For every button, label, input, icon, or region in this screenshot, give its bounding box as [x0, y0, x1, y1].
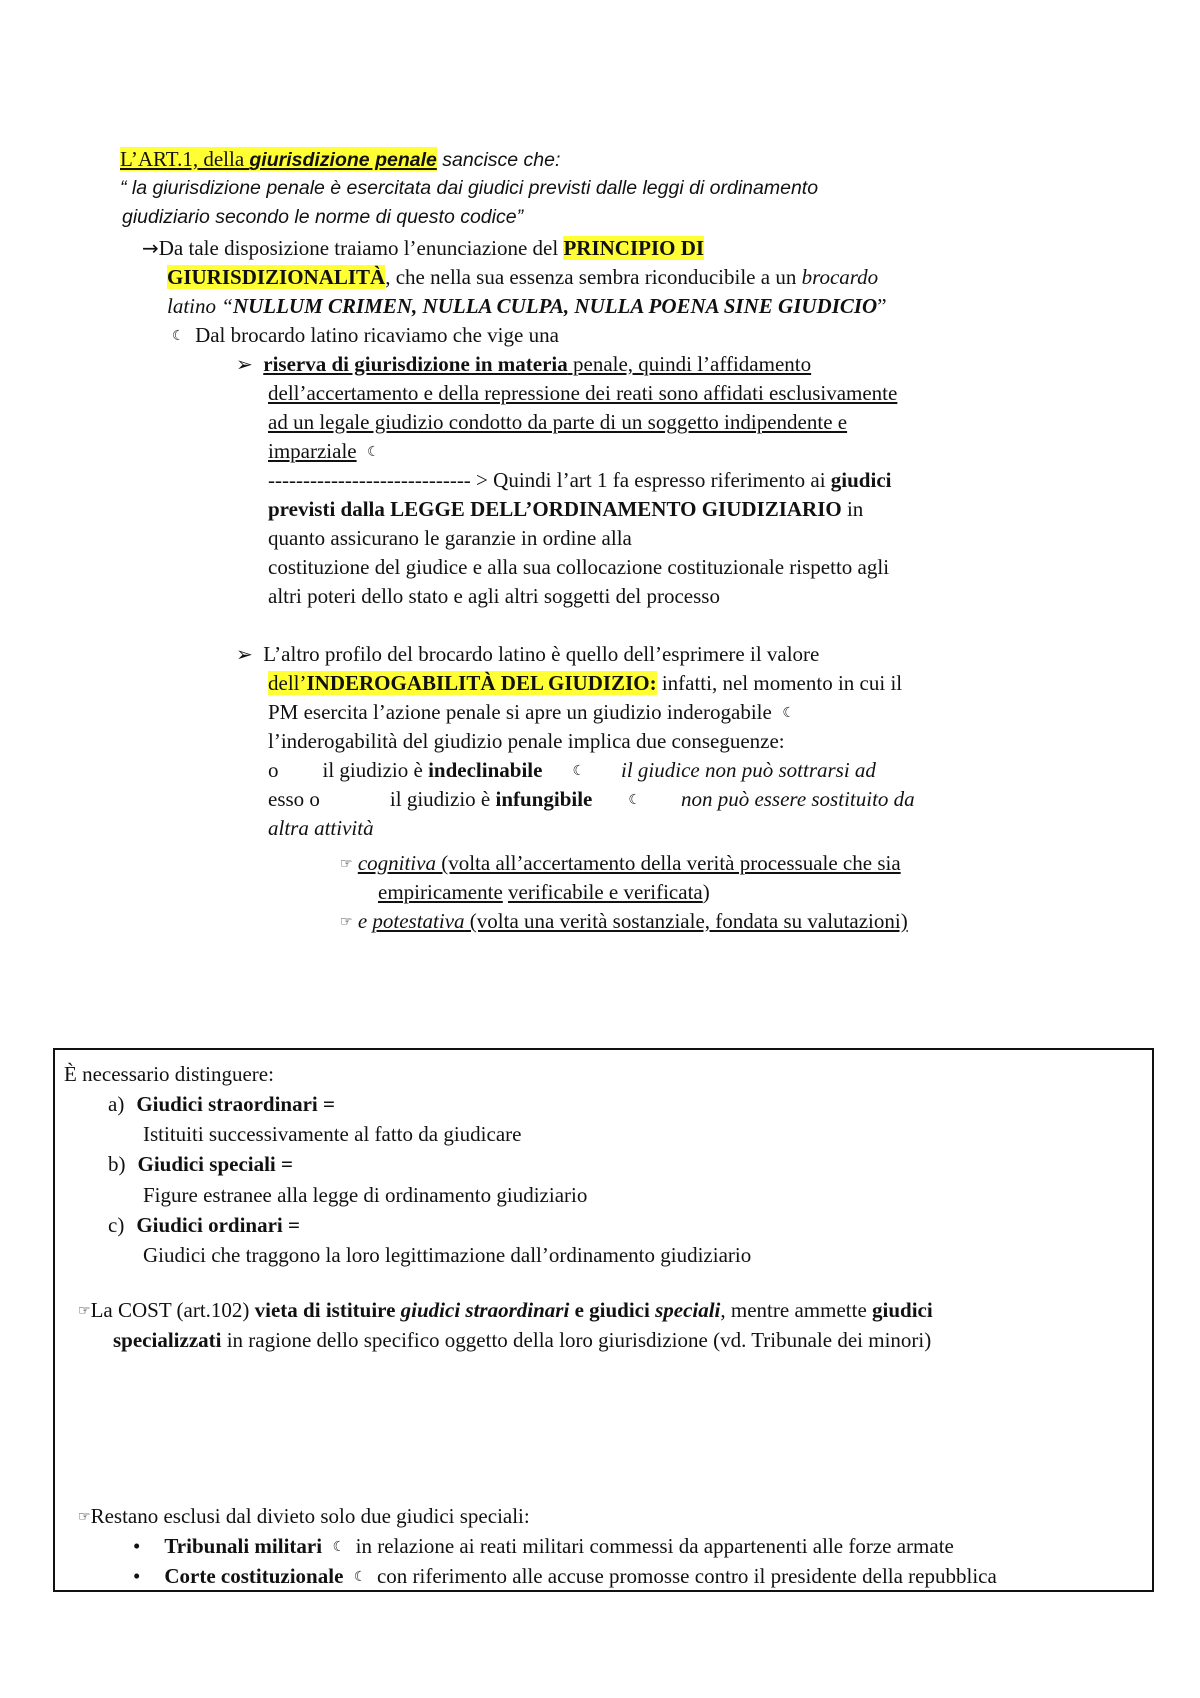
item-marker: a) — [108, 1092, 125, 1116]
cognitiva: cognitiva — [357, 851, 436, 875]
circle-bullet: o — [309, 787, 320, 811]
bullet1-line-4 — [268, 437, 380, 467]
dal-brocardo-text: Dal brocardo latino ricaviamo che vige una — [195, 323, 559, 347]
pointing-hand-icon: ☞ — [340, 914, 353, 930]
bullet2-line-4: l’inderogabilità del giudizio penale implica due conseguenze: — [268, 729, 785, 753]
bullet1-line-5 — [268, 466, 891, 495]
hl-prefix: dell’ — [268, 671, 307, 695]
item-label: Giudici ordinari — [136, 1213, 283, 1237]
bullet1-line-1 — [236, 350, 811, 379]
quote-line-1: “ la giurisdizione penale è esercitata dai giudici previsti dalle leggi di ordinamento — [120, 177, 819, 199]
bullet1-rest: penale, quindi l’affidamento — [567, 352, 812, 376]
principle-line-4 — [172, 321, 559, 351]
sub2-rest: (volta una verità sostanziale, fondata su valutazioni) — [464, 909, 908, 933]
item-label: Giudici speciali — [137, 1152, 276, 1176]
riserva-bold: riserva di giurisdizione in materia — [263, 352, 568, 376]
exception-text: in relazione ai reati militari commessi da appartenenti alle forze armate — [355, 1534, 954, 1558]
pointing-hand-icon: ☞ — [78, 1509, 91, 1525]
bullet1-line-6 — [268, 495, 863, 524]
exception-label: Tribunali militari — [164, 1534, 323, 1558]
cost-end: in ragione dello specifico oggetto della loro giurisdizione (vd. Tribunale dei minori) — [221, 1328, 932, 1352]
item-marker: b) — [108, 1152, 126, 1176]
o1-text: il giudizio è — [322, 758, 429, 782]
hand-bullet-icon: ☾ — [353, 1569, 367, 1585]
hand-bullet-icon: ☾ — [628, 792, 641, 808]
in-word: in — [841, 497, 864, 521]
judge-desc-a: Istituiti successivamente al fatto da giudicare — [143, 1122, 522, 1146]
cost-bold-italic-1: giudici straordinari — [400, 1298, 570, 1322]
restano-line — [78, 1502, 530, 1532]
cost-prefix: La COST (art.102) — [90, 1298, 255, 1322]
article-title — [120, 145, 560, 175]
judge-desc-b: Figure estranee alla legge di ordinamento giudiziario — [143, 1183, 588, 1207]
principle-text: Da tale disposizione traiamo l’enunciazione del — [158, 236, 564, 260]
colon: : — [649, 671, 657, 695]
hand-bullet-icon: ☾ — [172, 328, 185, 344]
o2-italic: non può essere sostituito da — [680, 787, 915, 811]
quindi-text: Quindi l’art 1 fa espresso riferimento ai — [493, 468, 831, 492]
imparziale: imparziale — [268, 439, 357, 463]
sub-bullet-2 — [340, 907, 908, 937]
bullet1-line-7: quanto assicurano le garanzie in ordine alla — [268, 526, 632, 550]
exception-label: Corte costituzionale — [164, 1564, 344, 1588]
cost-mid: , mentre ammette — [720, 1298, 873, 1322]
hand-bullet-icon: ☾ — [332, 1539, 346, 1555]
exception-item-2 — [133, 1562, 997, 1592]
bullet2-line-6 — [268, 785, 915, 815]
cost-bold-2: e giudici — [569, 1298, 656, 1322]
bullet2-line-2 — [268, 669, 902, 698]
inderogabilita-bold: INDEROGABILITÀ DEL GIUDIZIO — [306, 671, 650, 695]
article-title-highlight — [120, 147, 437, 171]
cost-line-2 — [113, 1326, 931, 1355]
item-eq: = — [282, 1213, 300, 1237]
bullet1-line-3: ad un legale giudizio condotto da parte di un soggetto indipendente e — [268, 410, 848, 434]
latin-maxim: NULLUM CRIMEN, NULLA CULPA, NULLA POENA SINE GIUDICIO — [232, 294, 878, 318]
paren-close: ) — [702, 880, 710, 904]
o2-text: il giudizio è — [389, 787, 496, 811]
cost-bold-3: giudici — [872, 1298, 933, 1322]
latino-word: latino “ — [167, 294, 233, 318]
principle-line-3 — [167, 292, 887, 321]
judge-desc-c: Giudici che traggono la loro legittimazione dall’ordinamento giudiziario — [143, 1243, 752, 1267]
empiricamente: empiricamente — [378, 880, 503, 904]
right-arrow-icon: → — [142, 236, 159, 260]
item-marker: c) — [108, 1213, 125, 1237]
judge-item-a — [108, 1090, 335, 1119]
bullet1-line-2: dell’accertamento e della repressione dei reati sono affidati esclusivamente — [268, 381, 898, 405]
pointing-hand-icon: ☞ — [78, 1303, 91, 1319]
bullet2-text: L’altro profilo del brocardo latino è quello dell’esprimere il valore — [263, 642, 820, 666]
maxim-close: ” — [877, 294, 887, 318]
round-bullet: • — [133, 1534, 141, 1558]
sub-bullet-1 — [340, 849, 901, 879]
o1-italic: il giudice non può sottrarsi ad — [621, 758, 876, 782]
hand-bullet-icon: ☾ — [572, 763, 585, 779]
principle-highlight-1: PRINCIPIO DI — [563, 236, 705, 260]
dashes: ----------------------------- > — [268, 468, 494, 492]
cost-line-1 — [78, 1296, 933, 1326]
cost-bold-italic-2: speciali — [655, 1298, 721, 1322]
hand-bullet-icon: ☾ — [782, 705, 795, 721]
bullet1-line-8: costituzione del giudice e alla sua collocazione costituzionale rispetto agli — [268, 555, 890, 579]
brocardo-word: brocardo — [801, 265, 879, 289]
bullet1-line-9: altri poteri dello stato e agli altri soggetti del processo — [268, 584, 720, 608]
restano-text: Restano esclusi dal divieto solo due giudici speciali: — [90, 1504, 530, 1528]
sub1-rest: (volta all’accertamento della verità processuale che sia — [435, 851, 901, 875]
arrowhead-bullet-icon: ➢ — [236, 352, 253, 376]
item-label: Giudici straordinari — [136, 1092, 318, 1116]
item-eq: = — [317, 1092, 335, 1116]
pointing-hand-icon: ☞ — [340, 856, 353, 872]
pm-text: PM esercita l’azione penale si apre un giudizio inderogabile — [268, 700, 772, 724]
title-part2: sancisce che: — [436, 149, 561, 171]
esso-word: esso — [268, 787, 305, 811]
exception-item-1 — [133, 1532, 954, 1562]
bullet2-line-1 — [236, 640, 819, 669]
judge-item-c — [108, 1211, 300, 1240]
previsti-bold: previsti dalla LEGGE DELL’ORDINAMENTO GIUDIZIARIO — [268, 497, 842, 521]
principle-highlight-2: GIURISDIZIONALITÀ — [167, 265, 386, 289]
verificabile: verificabile e verificata — [508, 880, 703, 904]
circle-bullet: o — [268, 758, 279, 782]
e-word: e — [357, 909, 373, 933]
principle-line-2 — [167, 263, 878, 292]
principle-text-2: , che nella sua essenza sembra riconducibile a un — [385, 265, 802, 289]
bullet2-line-5 — [268, 756, 876, 786]
item-eq: = — [275, 1152, 293, 1176]
arrowhead-bullet-icon: ➢ — [236, 642, 253, 666]
exception-text: con riferimento alle accuse promosse contro il presidente della repubblica — [376, 1564, 997, 1588]
giudici-bold: giudici — [830, 468, 892, 492]
potestativa: potestativa — [372, 909, 465, 933]
bullet2-rest: infatti, nel momento in cui il — [656, 671, 903, 695]
cost-bold-1: vieta di istituire — [254, 1298, 401, 1322]
title-emphasis: giurisdizione penale — [249, 149, 437, 171]
bullet2-line-3 — [268, 698, 795, 728]
indeclinabile-bold: indeclinabile — [428, 758, 543, 782]
judge-item-b — [108, 1150, 293, 1179]
box-heading: È necessario distinguere: — [64, 1062, 274, 1086]
title-part1: L’ART.1, della — [120, 147, 250, 171]
sub-bullet-1-line-2 — [378, 878, 710, 907]
quote-line-2: giudiziario secondo le norme di questo codice” — [122, 206, 524, 228]
hand-bullet-icon: ☾ — [367, 444, 380, 460]
bullet2-line-7: altra attività — [268, 816, 374, 840]
specializzati-bold: specializzati — [113, 1328, 222, 1352]
infungibile-bold: infungibile — [495, 787, 593, 811]
round-bullet: • — [133, 1564, 141, 1588]
principle-line-1 — [142, 234, 704, 263]
